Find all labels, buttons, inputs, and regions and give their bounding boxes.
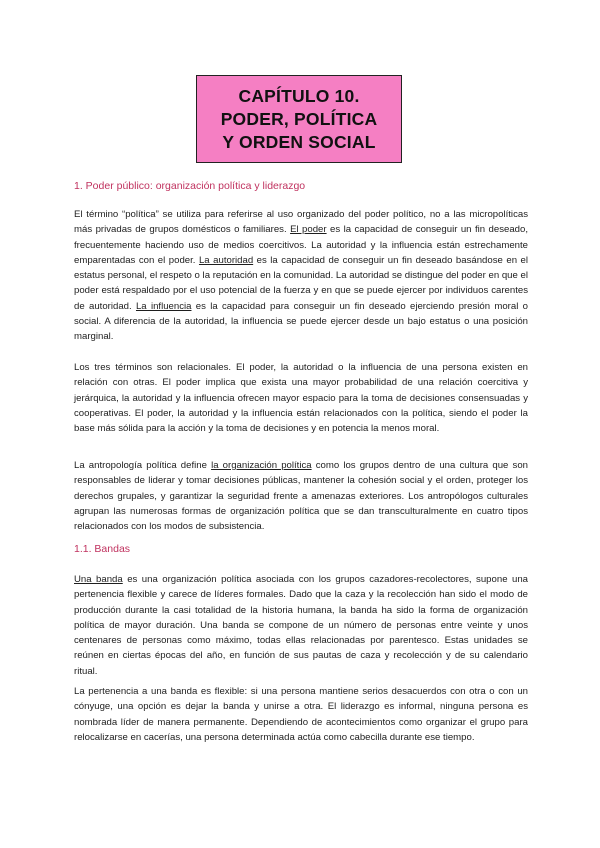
term-autoridad: La autoridad <box>198 254 254 266</box>
chapter-title-line-3: Y ORDEN SOCIAL <box>222 131 376 152</box>
section-1-1-paragraph-2: La pertenencia a una banda es flexible: si una persona mantiene serios desacuerdos con otra o con un cónyuge, una opción es dejar la banda y unirse a otra. El liderazgo es informal, ninguna persona es nombrada líder de manera permanente. Dependiendo de acontecimientos como organizar el grupo para relocalizarse en cacerías, una persona determinada actúa como cabecilla durante ese tiempo. <box>74 686 528 743</box>
text-span: es la capacidad de conseguir un fin deseado, frecuentemente haciendo uso de medios coercitivos. La autoridad y la influencia están estrechamente emparentadas con el poder. <box>74 224 528 266</box>
text-span: es la capacidad para conseguir un fin deseado ejerciendo presión moral o social. A diferencia de la autoridad, la influencia se puede ejercer desde un bajo estatus o una posición marginal. <box>74 300 528 342</box>
section-1-paragraph-3 <box>74 458 528 534</box>
chapter-title-line-2: PODER, POLÍTICA <box>220 108 378 129</box>
section-1-paragraph-2: Los tres términos son relacionales. El poder, la autoridad o la influencia de una persona existen en relación con otras. El poder implica que exista una mayor probabilidad de una relación coercitiva y jerárquica, la autoridad y la influencia ofrecen mayor espacio para la toma de decisiones consensuadas y cooperativas. El poder, la autoridad y la influencia están relacionados con la política, siendo el poder la base más sólida para la acción y la toma de decisiones y en potencia la menos moral. <box>74 362 528 434</box>
term-influencia: La influencia <box>135 300 192 312</box>
section-1-1-heading: 1.1. Bandas <box>74 543 131 555</box>
section-1-heading: 1. Poder público: organización política y liderazgo <box>74 180 306 192</box>
term-poder: El poder <box>290 224 327 236</box>
term-organizacion-politica: la organización política <box>211 460 312 471</box>
section-1-1-paragraph-1 <box>74 572 528 679</box>
term-banda: Una banda <box>74 574 123 585</box>
text-span: La antropología política define <box>74 460 212 471</box>
section-1-paragraph-1 <box>74 207 528 344</box>
chapter-title-box <box>196 75 402 163</box>
chapter-title-line-1: CAPÍTULO 10. <box>238 85 360 106</box>
text-span: El término “política” se utiliza para referirse al uso organizado del poder político, no a las micropolíticas más privadas de grupos domésticos o familiares. <box>74 209 528 236</box>
text-span: como los grupos dentro de una cultura que son responsables de liderar y tomar decisiones públicas, mantener la cohesión social y el orden, proteger los derechos grupales, y garantizar la seguridad frente a amenazas exteriores. Los antropólogos culturales agrupan las numerosas formas de organización política que se dan transculturalmente en cuatro tipos relacionados con los modos de subsistencia. <box>74 460 528 532</box>
text-span: es la capacidad de conseguir un fin deseado basándose en el estatus personal, el respeto o la reputación en la comunidad. La autoridad se distingue del poder en que el poder está respaldado por el uso potencial de la fuerza y en que se puede ejercer por individuos carentes de autoridad. <box>74 254 529 312</box>
text-span: es una organización política asociada con los grupos cazadores-recolectores, supone una pertenencia flexible y carece de líderes formales. Dado que la caza y la recolección han sido el modo de producción durante la casi totalidad de la historia humana, la banda ha sido la forma de organización política de mayor duración. Una banda se compone de un número de personas entre veinte y unos centenares de personas como máximo, todas ellas relacionadas por parentesco. Estas unidades se reúnen en ciertas épocas del año, en función de sus pautas de caza y recolección y de su calendario ritual. <box>74 574 528 677</box>
